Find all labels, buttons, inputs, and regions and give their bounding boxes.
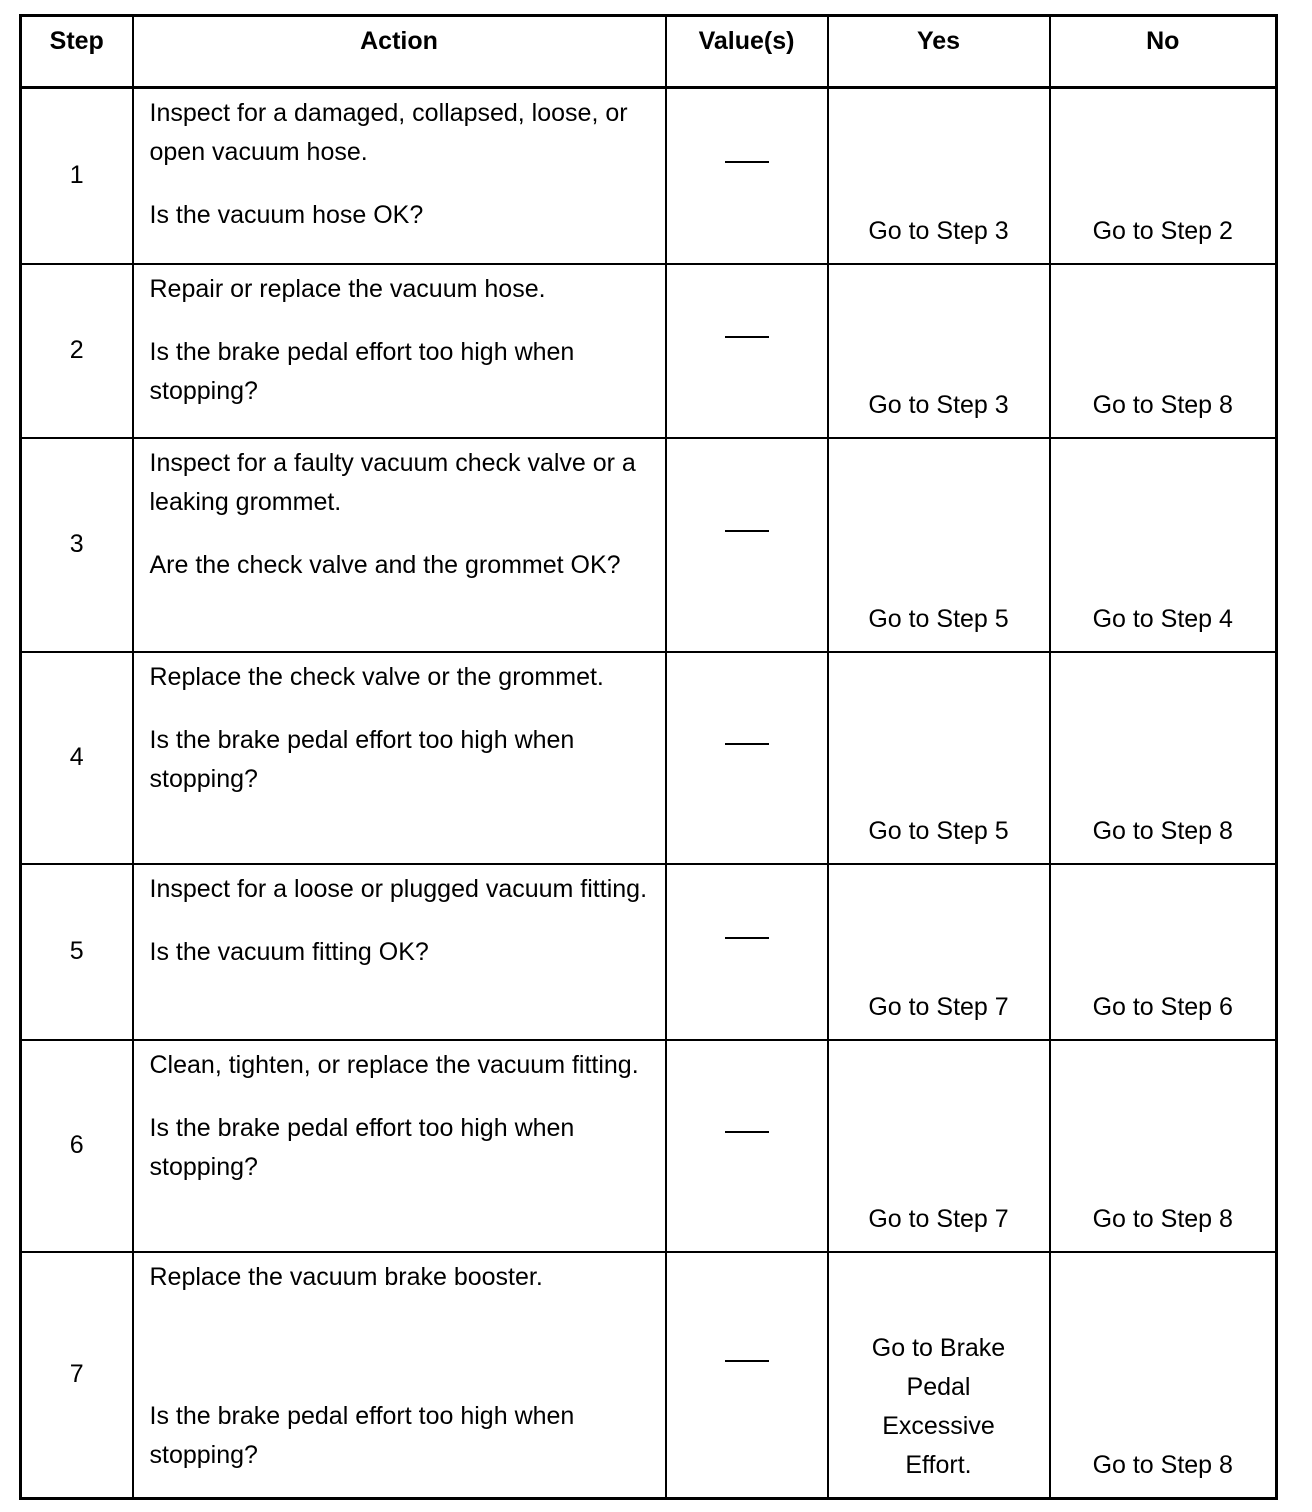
action-instruction: Inspect for a loose or plugged vacuum fitting. <box>149 874 648 903</box>
value-cell <box>666 438 828 652</box>
yes-result: Go to Step 5 <box>828 652 1050 864</box>
step-number: 3 <box>21 438 133 652</box>
action-cell <box>133 264 666 438</box>
step-number: 2 <box>21 264 133 438</box>
yes-result-cell <box>828 1252 1050 1499</box>
value-cell <box>666 1252 828 1499</box>
step-number: 4 <box>21 652 133 864</box>
value-dash <box>725 161 769 163</box>
action-question: Is the brake pedal effort too high when stopping? <box>149 337 575 405</box>
value-cell <box>666 864 828 1040</box>
value-dash <box>725 743 769 745</box>
value-dash <box>725 1131 769 1133</box>
action-cell <box>133 1040 666 1252</box>
header-action: Action <box>133 16 666 88</box>
action-instruction: Replace the vacuum brake booster. <box>149 1262 543 1291</box>
diagnostic-table <box>19 14 1278 1500</box>
header-no: No <box>1050 16 1277 88</box>
action-question: Is the vacuum hose OK? <box>149 201 424 229</box>
yes-result: Go to Step 3 <box>828 88 1050 264</box>
header-values: Value(s) <box>666 16 828 88</box>
value-cell <box>666 88 828 264</box>
value-cell <box>666 1040 828 1252</box>
value-cell <box>666 264 828 438</box>
value-cell <box>666 652 828 864</box>
no-result: Go to Step 8 <box>1050 1040 1277 1252</box>
action-instruction: Repair or replace the vacuum hose. <box>149 274 546 303</box>
step-number: 6 <box>21 1040 133 1252</box>
action-cell <box>133 652 666 864</box>
table-row-step-3 <box>21 438 1277 652</box>
yes-result: Go to Step 5 <box>828 438 1050 652</box>
yes-result: Go to Step 7 <box>828 864 1050 1040</box>
step-number: 7 <box>21 1252 133 1499</box>
step-number: 5 <box>21 864 133 1040</box>
action-instruction: Inspect for a faulty vacuum check valve or a leaking grommet. <box>149 448 636 516</box>
table-row-step-4 <box>21 652 1277 864</box>
action-question: Is the brake pedal effort too high when stopping? <box>149 725 575 793</box>
action-cell <box>133 438 666 652</box>
action-instruction: Inspect for a damaged, collapsed, loose, or open vacuum hose. <box>149 99 628 166</box>
action-question: Is the vacuum fitting OK? <box>149 937 429 966</box>
value-dash <box>725 1360 769 1362</box>
action-cell <box>133 1252 666 1499</box>
yes-result: Go to Step 7 <box>828 1040 1050 1252</box>
action-instruction: Clean, tighten, or replace the vacuum fitting. <box>149 1050 639 1079</box>
yes-result: Go to Brake Pedal Excessive Effort. <box>871 1334 1006 1479</box>
value-dash <box>725 937 769 939</box>
table-row-step-6 <box>21 1040 1277 1252</box>
value-dash <box>725 336 769 338</box>
no-result: Go to Step 6 <box>1050 864 1277 1040</box>
table-row-step-7 <box>21 1252 1277 1499</box>
header-row <box>21 16 1277 88</box>
header-step: Step <box>21 16 133 88</box>
action-cell <box>133 88 666 264</box>
no-result: Go to Step 4 <box>1050 438 1277 652</box>
value-dash <box>725 530 769 532</box>
no-result: Go to Step 2 <box>1050 88 1277 264</box>
table-row-step-5 <box>21 864 1277 1040</box>
yes-result: Go to Step 3 <box>828 264 1050 438</box>
action-question: Are the check valve and the grommet OK? <box>149 550 621 579</box>
action-question: Is the brake pedal effort too high when stopping? <box>149 1113 575 1181</box>
table-row-step-1 <box>21 88 1277 264</box>
action-question: Is the brake pedal effort too high when stopping? <box>149 1401 575 1469</box>
no-result: Go to Step 8 <box>1050 652 1277 864</box>
no-result: Go to Step 8 <box>1050 264 1277 438</box>
step-number: 1 <box>21 88 133 264</box>
action-cell <box>133 864 666 1040</box>
header-yes: Yes <box>828 16 1050 88</box>
action-instruction: Replace the check valve or the grommet. <box>149 662 604 691</box>
no-result: Go to Step 8 <box>1050 1252 1277 1499</box>
table-row-step-2 <box>21 264 1277 438</box>
